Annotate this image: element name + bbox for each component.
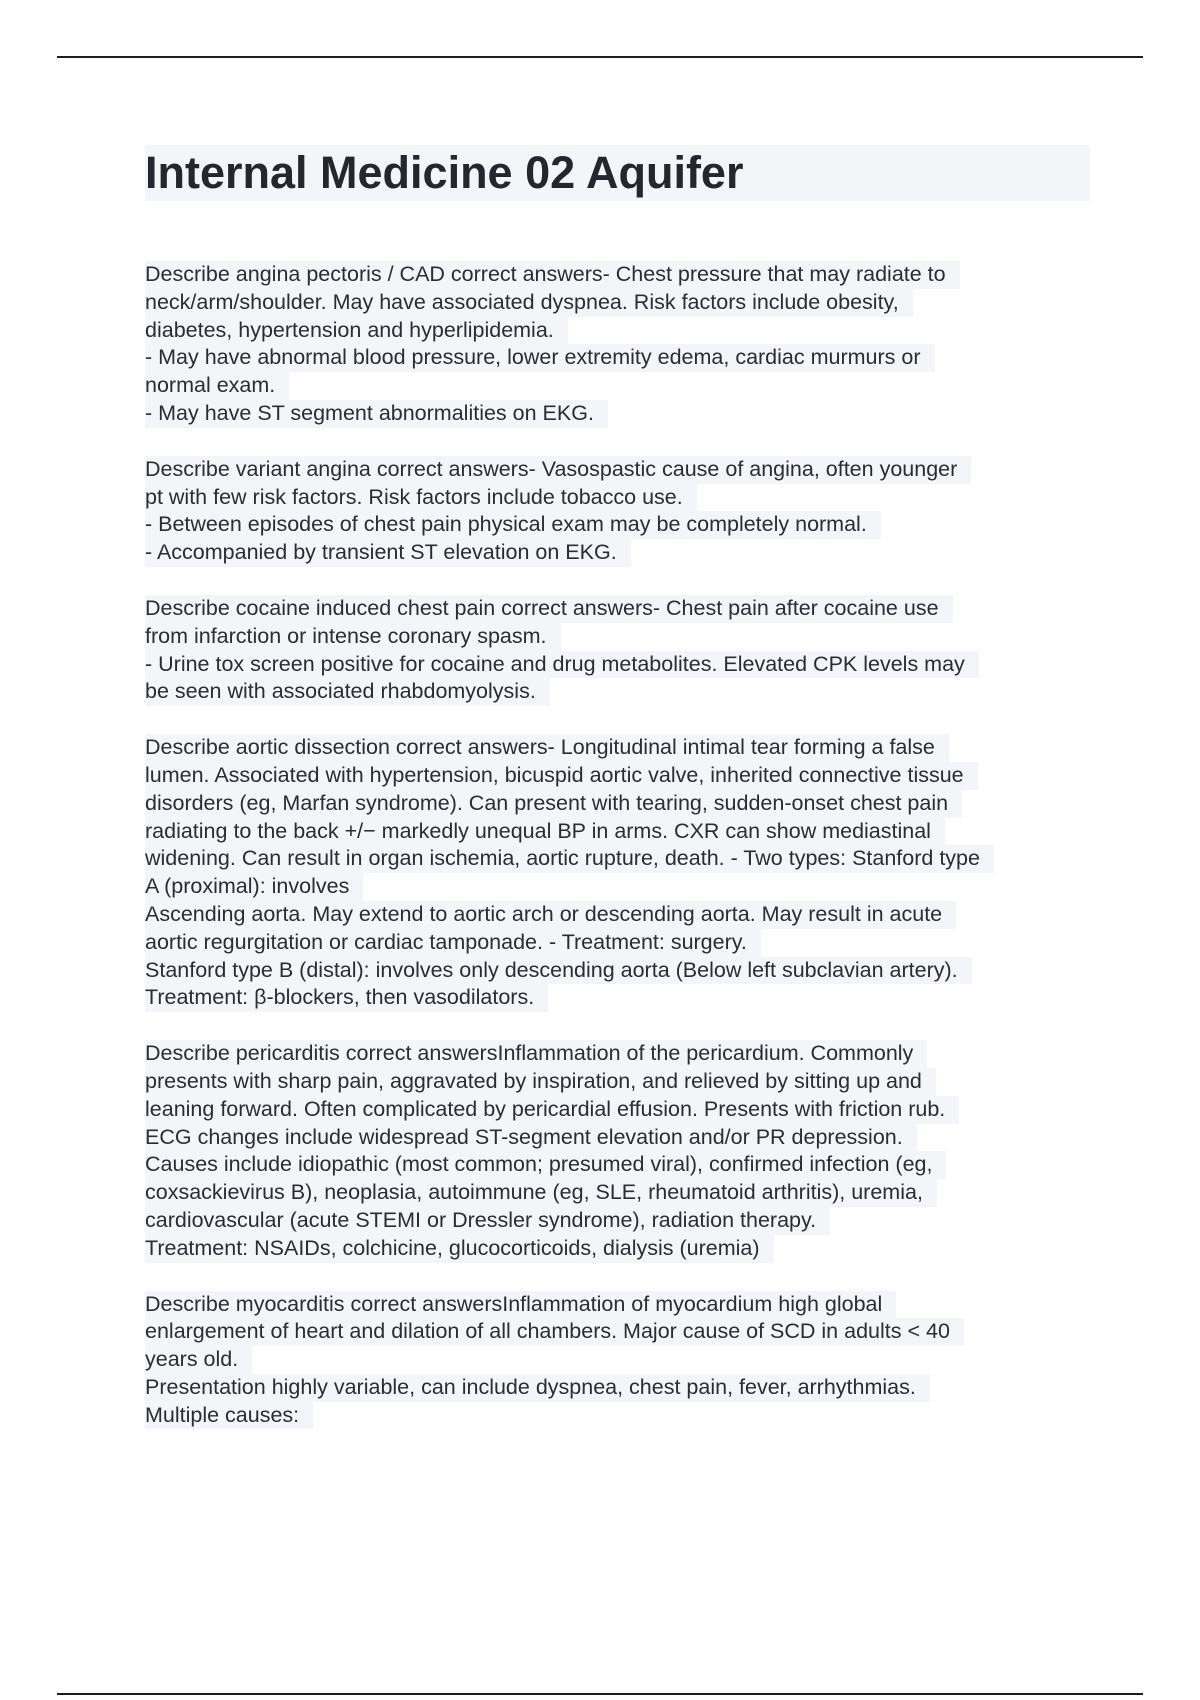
answer-line: enlargement of heart and dilation of all chambers. Major cause of SCD in adults < 40 (145, 1318, 964, 1346)
answer-line: lumen. Associated with hypertension, bicuspid aortic valve, inherited connective tissue (145, 762, 978, 790)
answer-line: from infarction or intense coronary spasm. (145, 623, 561, 651)
answer-line: ECG changes include widespread ST-segment elevation and/or PR depression. (145, 1124, 917, 1152)
answer-line: normal exam. (145, 372, 289, 400)
answer-line: - May have abnormal blood pressure, lower extremity edema, cardiac murmurs or (145, 344, 935, 372)
answer-line: years old. (145, 1346, 252, 1374)
document-title: Internal Medicine 02 Aquifer (145, 147, 744, 198)
answer-line: Treatment: NSAIDs, colchicine, glucocorticoids, dialysis (uremia) (145, 1235, 774, 1263)
question-line: Describe pericarditis correct answersInflammation of the pericardium. Commonly (145, 1040, 927, 1068)
answer-line: be seen with associated rhabdomyolysis. (145, 678, 550, 706)
answer-line: widening. Can result in organ ischemia, aortic rupture, death. - Two types: Stanford type (145, 845, 994, 873)
title-band (145, 145, 1090, 201)
answer-line: - Urine tox screen positive for cocaine and drug metabolites. Elevated CPK levels may (145, 651, 979, 679)
qa-list (145, 261, 1090, 1429)
answer-line: aortic regurgitation or cardiac tamponade. - Treatment: surgery. (145, 929, 761, 957)
answer-line: - May have ST segment abnormalities on EKG. (145, 400, 608, 428)
answer-line: Presentation highly variable, can include dyspnea, chest pain, fever, arrhythmias. (145, 1374, 930, 1402)
question-line: Describe variant angina correct answers- Vasospastic cause of angina, often younger (145, 456, 971, 484)
question-line: Describe myocarditis correct answersInflammation of myocardium high global (145, 1291, 896, 1319)
answer-line: coxsackievirus B), neoplasia, autoimmune (eg, SLE, rheumatoid arthritis), uremia, (145, 1179, 937, 1207)
qa-block-myocarditis (145, 1291, 1090, 1430)
qa-block-variant-angina (145, 456, 1090, 567)
footer-rule (57, 1693, 1143, 1695)
header-rule (57, 56, 1143, 58)
answer-line: Stanford type B (distal): involves only descending aorta (Below left subclavian artery). (145, 957, 972, 985)
answer-line: A (proximal): involves (145, 873, 363, 901)
answer-line: Multiple causes: (145, 1402, 313, 1430)
answer-line: radiating to the back +/− markedly unequal BP in arms. CXR can show mediastinal (145, 818, 945, 846)
answer-line: pt with few risk factors. Risk factors include tobacco use. (145, 484, 697, 512)
answer-line: disorders (eg, Marfan syndrome). Can present with tearing, sudden-onset chest pain (145, 790, 962, 818)
answer-line: presents with sharp pain, aggravated by inspiration, and relieved by sitting up and (145, 1068, 936, 1096)
answer-line: Ascending aorta. May extend to aortic arch or descending aorta. May result in acute (145, 901, 956, 929)
answer-line: - Accompanied by transient ST elevation on EKG. (145, 539, 631, 567)
document-body (145, 145, 1090, 1457)
qa-block-angina-pectoris (145, 261, 1090, 428)
answer-line: neck/arm/shoulder. May have associated dyspnea. Risk factors include obesity, (145, 289, 913, 317)
answer-line: - Between episodes of chest pain physical exam may be completely normal. (145, 511, 881, 539)
qa-block-cocaine-chest-pain (145, 595, 1090, 706)
answer-line: diabetes, hypertension and hyperlipidemia. (145, 317, 568, 345)
question-line: Describe angina pectoris / CAD correct answers- Chest pressure that may radiate to (145, 261, 960, 289)
qa-block-aortic-dissection (145, 734, 1090, 1012)
answer-line: Causes include idiopathic (most common; presumed viral), confirmed infection (eg, (145, 1151, 946, 1179)
question-line: Describe cocaine induced chest pain correct answers- Chest pain after cocaine use (145, 595, 953, 623)
answer-line: Treatment: β-blockers, then vasodilators. (145, 984, 548, 1012)
question-line: Describe aortic dissection correct answers- Longitudinal intimal tear forming a false (145, 734, 949, 762)
answer-line: leaning forward. Often complicated by pericardial effusion. Presents with friction rub. (145, 1096, 959, 1124)
qa-block-pericarditis (145, 1040, 1090, 1262)
answer-line: cardiovascular (acute STEMI or Dressler syndrome), radiation therapy. (145, 1207, 830, 1235)
